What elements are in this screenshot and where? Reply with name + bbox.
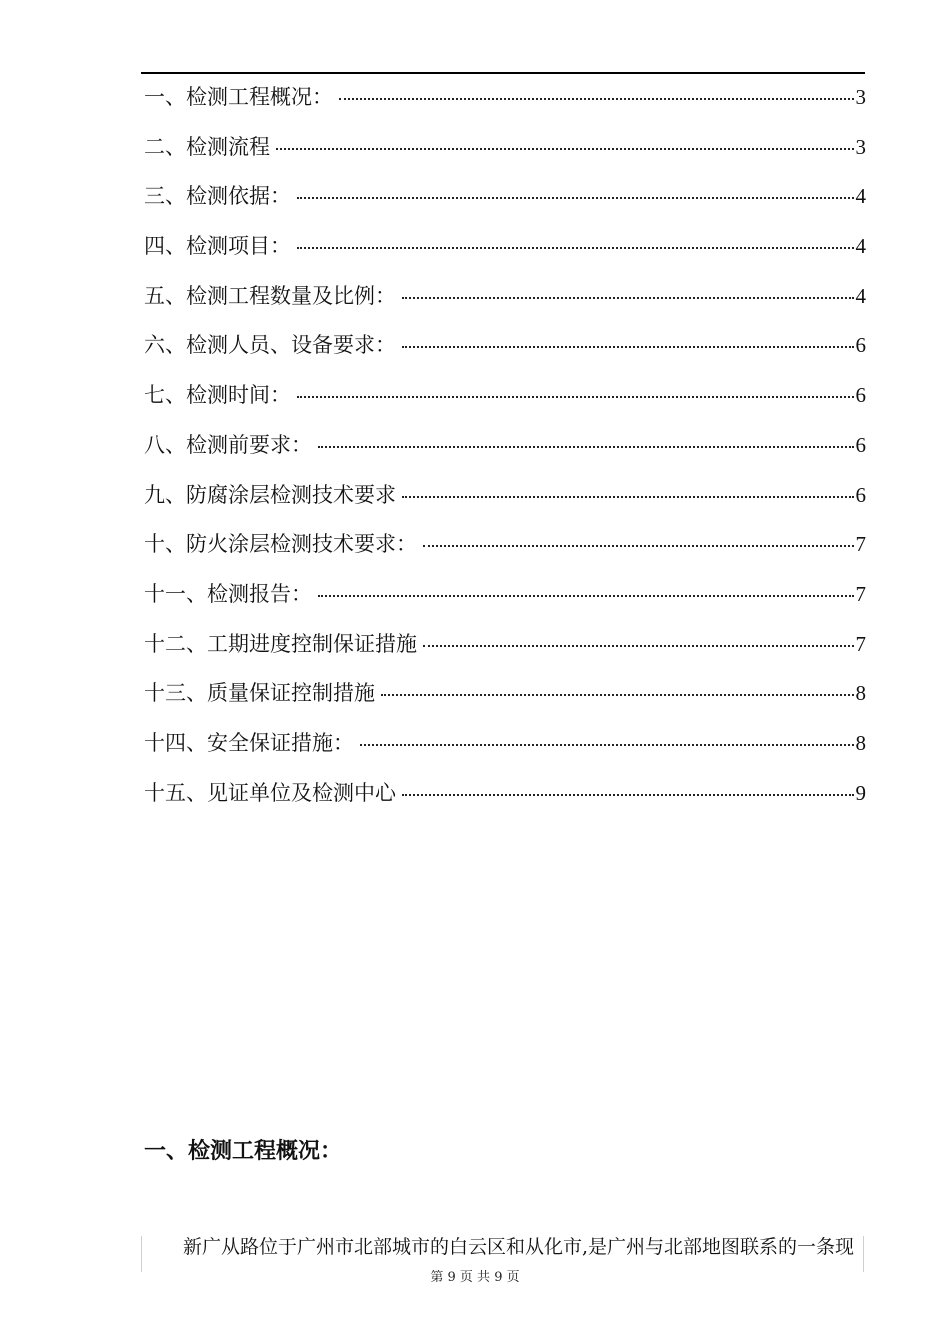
toc-entry[interactable] — [144, 631, 866, 681]
toc-entry[interactable] — [144, 283, 866, 333]
toc-entry[interactable] — [144, 680, 866, 730]
toc-dot-leader — [423, 645, 854, 647]
toc-entry-label: 十四、安全保证措施： — [144, 730, 354, 755]
page-number-footer: 第 9 页 共 9 页 — [430, 1270, 520, 1285]
toc-entry[interactable] — [144, 730, 866, 780]
toc-entry-page: 6 — [855, 333, 866, 358]
toc-dot-leader — [402, 794, 854, 796]
toc-entry-label: 十二、工期进度控制保证措施 — [144, 631, 417, 656]
toc-entry[interactable] — [144, 482, 866, 532]
toc-entry-page: 8 — [855, 730, 866, 755]
toc-dot-leader — [423, 545, 854, 547]
toc-dot-leader — [360, 744, 854, 746]
top-rule — [141, 72, 865, 74]
toc-entry[interactable] — [144, 531, 866, 581]
body-paragraph: 新广从路位于广州市北部城市的白云区和从化市,是广州与北部地图联系的一条现 — [183, 1236, 855, 1258]
toc-entry-page: 6 — [855, 383, 866, 408]
toc-dot-leader — [381, 694, 854, 696]
toc-entry[interactable] — [144, 382, 866, 432]
toc-entry-page: 4 — [855, 283, 866, 308]
toc-dot-leader — [276, 148, 854, 150]
toc-entry-page: 4 — [855, 234, 866, 259]
toc-entry-label: 五、检测工程数量及比例： — [144, 283, 396, 308]
section-heading: 一、检测工程概况： — [144, 1139, 343, 1164]
toc-entry-label: 十、防火涂层检测技术要求： — [144, 532, 417, 557]
toc-entry-page: 7 — [855, 631, 866, 656]
toc-dot-leader — [339, 98, 854, 100]
toc-entry-page: 3 — [855, 85, 866, 109]
toc-entry-label: 三、检测依据： — [144, 184, 291, 209]
toc-entry-page: 7 — [855, 532, 866, 557]
toc-entry-label: 八、检测前要求： — [144, 432, 312, 457]
toc-entry-page: 6 — [855, 482, 866, 507]
toc-entry[interactable] — [144, 134, 866, 184]
toc-entry-page: 6 — [855, 432, 866, 457]
toc-entry-page: 7 — [855, 581, 866, 606]
toc-entry-page: 9 — [855, 780, 866, 805]
toc-dot-leader — [318, 595, 854, 597]
toc-entry[interactable] — [144, 432, 866, 482]
toc-entry-label: 十三、质量保证控制措施 — [144, 681, 375, 706]
toc-entry[interactable] — [144, 84, 866, 134]
toc-entry[interactable] — [144, 233, 866, 283]
toc-entry[interactable] — [144, 780, 866, 830]
toc-entry-label: 七、检测时间： — [144, 383, 291, 408]
table-of-contents — [144, 84, 866, 829]
toc-dot-leader — [402, 297, 854, 299]
toc-entry-label: 十一、检测报告： — [144, 581, 312, 606]
toc-entry[interactable] — [144, 183, 866, 233]
toc-entry-page: 4 — [855, 184, 866, 209]
toc-dot-leader — [297, 247, 854, 249]
toc-entry-label: 六、检测人员、设备要求： — [144, 333, 396, 358]
toc-entry-label: 九、防腐涂层检测技术要求 — [144, 482, 396, 507]
toc-dot-leader — [402, 496, 854, 498]
toc-dot-leader — [297, 396, 854, 398]
toc-entry-label: 二、检测流程 — [144, 134, 270, 159]
toc-entry-label: 十五、见证单位及检测中心 — [144, 780, 396, 805]
toc-entry-page: 8 — [855, 681, 866, 706]
toc-entry-page: 3 — [855, 134, 866, 159]
toc-dot-leader — [297, 197, 854, 199]
toc-dot-leader — [318, 446, 854, 448]
toc-dot-leader — [402, 346, 854, 348]
toc-entry-label: 一、检测工程概况： — [144, 85, 333, 109]
toc-entry[interactable] — [144, 581, 866, 631]
toc-entry[interactable] — [144, 332, 866, 382]
toc-entry-label: 四、检测项目： — [144, 234, 291, 259]
